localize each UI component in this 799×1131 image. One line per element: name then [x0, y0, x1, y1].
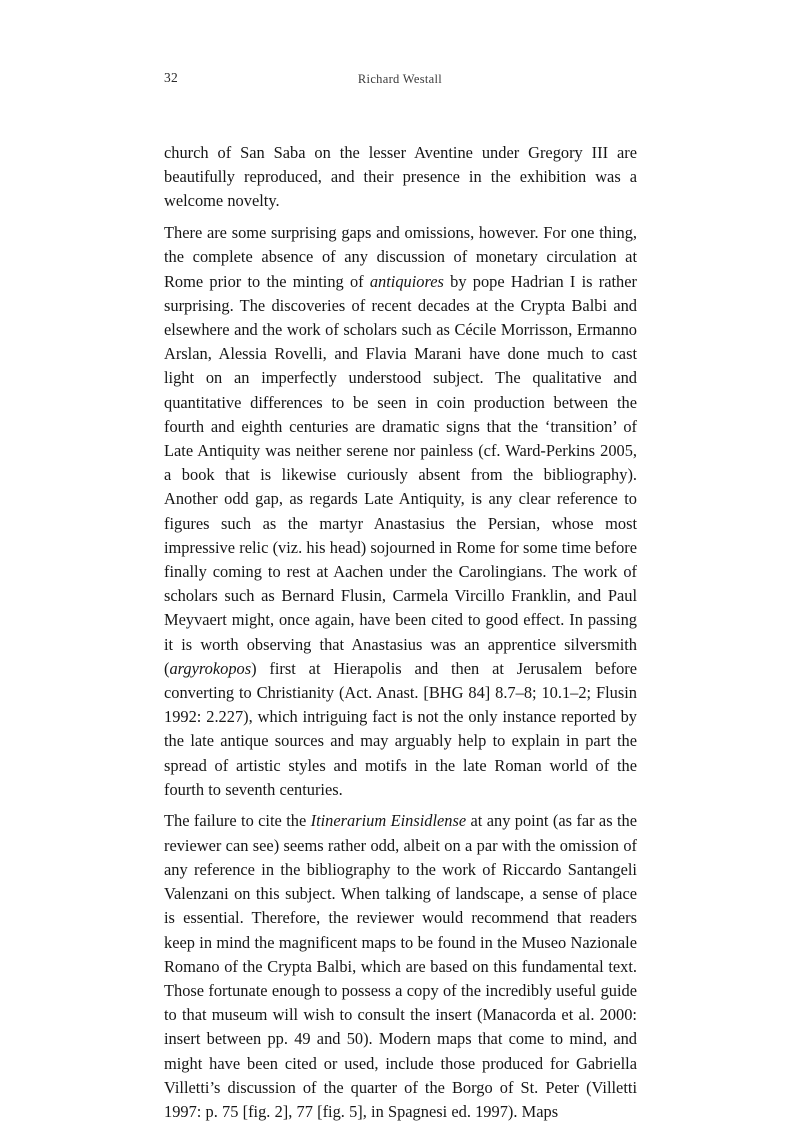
paragraph: [164, 141, 637, 214]
paragraph: [164, 809, 637, 1124]
italic-term: Itinerarium Einsidlense: [310, 811, 467, 831]
italic-term: argyrokopos: [169, 658, 252, 678]
text-run: at any point (as far as the reviewer can see) seems rather odd, albeit on a par with the omission of any reference in the bibliography to the work of Riccardo Santangeli Valenzani on this subject. When talking of landscape, a sense of place is essential. Therefore, the reviewer would recommend that readers keep in mind the magnificent maps to be found in the Museo Nazionale Romano of the Crypta Balbi, which are based on this fundamental text. Those fortunate enough to possess a copy of the incredibly useful guide to that museum will wish to consult the insert (Manacorda et al. 2000: insert between pp. 49 and 50). Modern maps that come to mind, and might have been cited or used, include those produced for Gabriella Villetti’s discussion of the quarter of the Borgo of St. Peter (Villetti 1997: p. 75 [fig. 2], 77 [fig. 5], in Spagnesi ed. 1997). Maps: [164, 811, 637, 1121]
running-header: [164, 70, 636, 90]
italic-term: antiquiores: [369, 271, 444, 291]
body-text-block: [164, 141, 637, 1124]
text-run: There are some surprising gaps and omissions, however. For one thing, the complete absence of any discussion of monetary circulation at Rome prior to the minting of: [164, 223, 637, 291]
text-run: ) first at Hierapolis and then at Jerusalem before converting to Christianity (Act. Anast. [BHG 84] 8.7–8; 10.1–2; Flusin 1992: 2.227), which intriguing fact is not the only instance reported by the late antique sources and may arguably help to explain in part the spread of artistic styles and motifs in the late Roman world of the fourth to seventh centuries.: [164, 658, 637, 799]
text-run: church of San Saba on the lesser Aventine under Gregory III are beautifully reproduced, and their presence in the exhibition was a welcome novelty.: [164, 143, 637, 211]
text-run: by pope Hadrian I is rather surprising. The discoveries of recent decades at the Crypta Balbi and elsewhere and the work of scholars such as Cécile Morrisson, Ermanno Arslan, Alessia Rovelli, and Flavia Marani have done much to cast light on an imperfectly understood subject. The qualitative and quantitative differences to be seen in coin production between the fourth and eighth centuries are dramatic signs that the ‘transition’ of Late Antiquity was neither serene nor painless (cf. Ward-Perkins 2005, a book that is likewise curiously absent from the bibliography). Another odd gap, as regards Late Antiquity, is any clear reference to figures such as the martyr Anastasius the Persian, whose most impressive relic (viz. his head) sojourned in Rome for some time before finally coming to rest at Aachen under the Carolingians. The work of scholars such as Bernard Flusin, Carmela Vircillo Franklin, and Paul Meyvaert might, once again, have been cited to good effect. In passing it is worth observing that Anastasius was an apprentice silversmith (: [164, 271, 637, 678]
page-number: 32: [164, 70, 178, 85]
text-run: The failure to cite the: [164, 811, 311, 831]
paragraph: [164, 221, 637, 802]
running-head-title: Richard Westall: [357, 72, 443, 86]
